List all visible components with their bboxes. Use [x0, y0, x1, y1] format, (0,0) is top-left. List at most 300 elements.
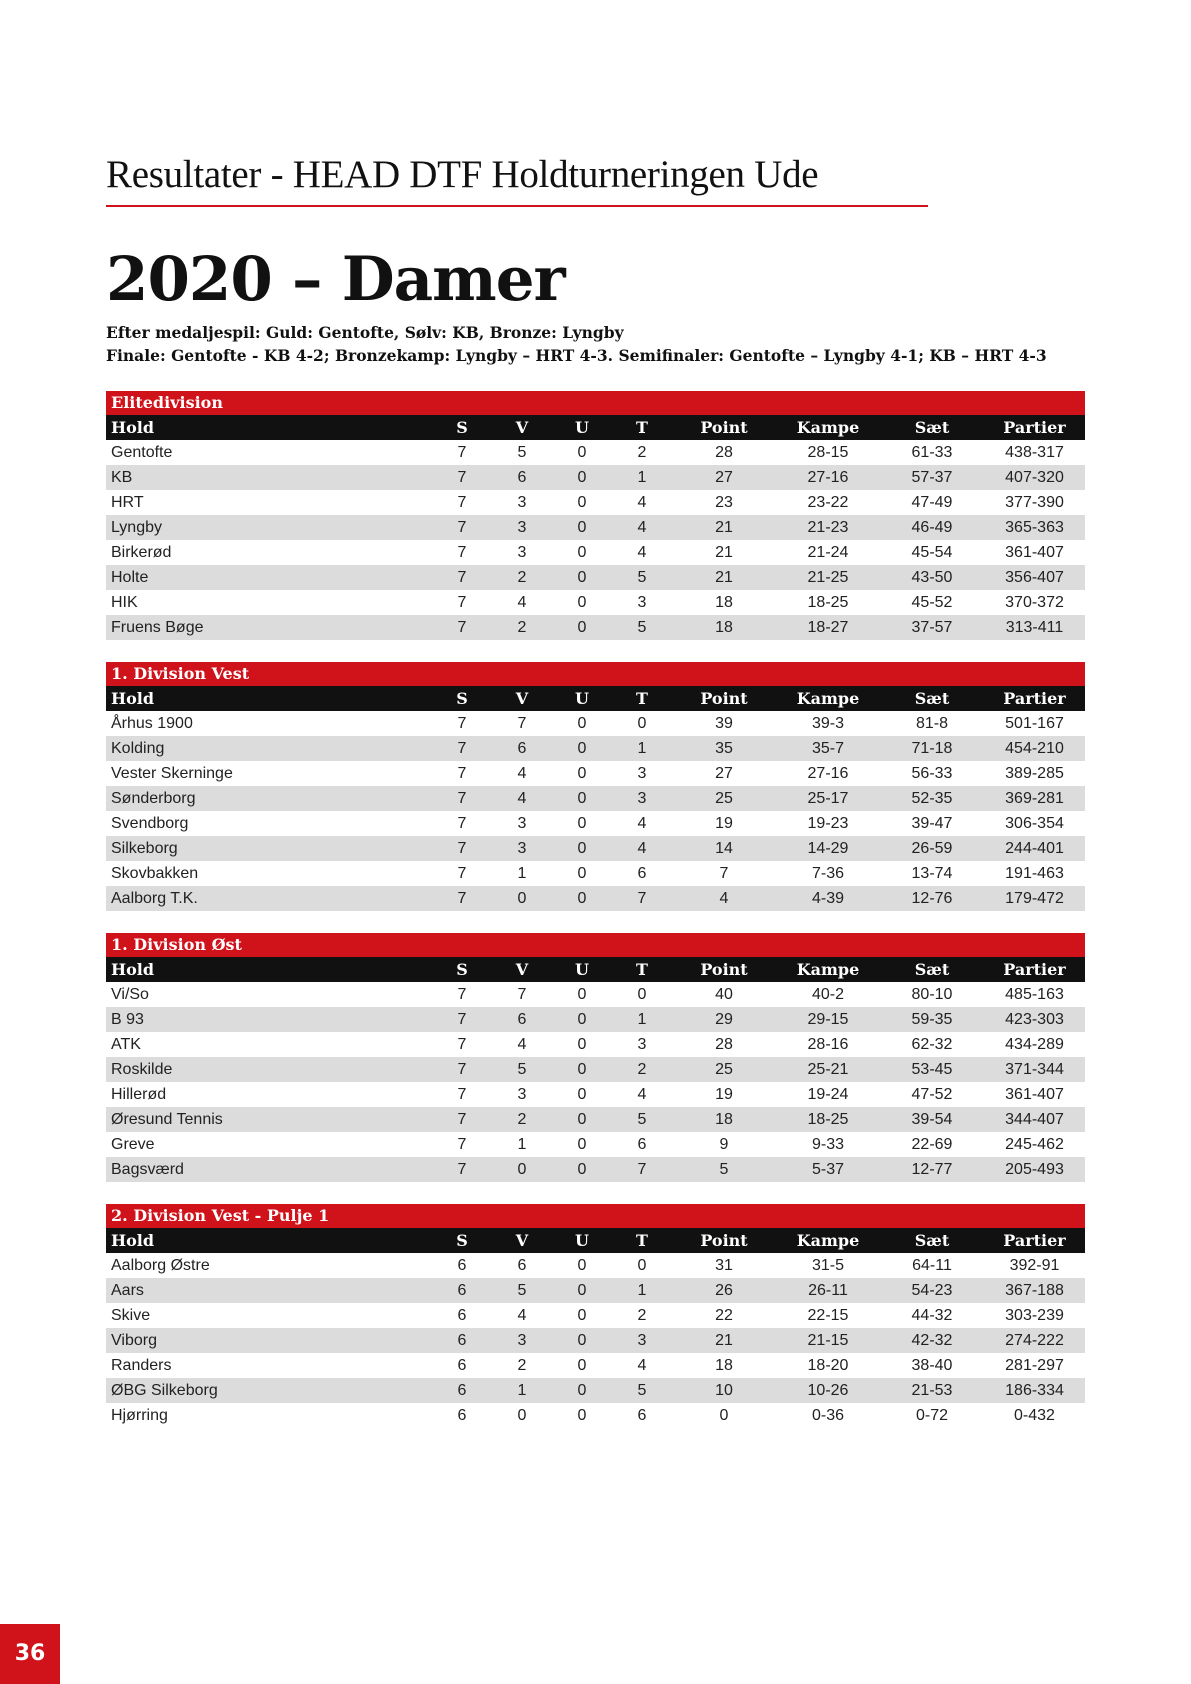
stat-cell: 6	[517, 468, 527, 486]
table-row	[106, 736, 1085, 761]
team-name-cell: B 93	[111, 1010, 144, 1028]
stat-cell: 42-32	[911, 1331, 953, 1349]
stat-cell: 0	[577, 1381, 587, 1399]
column-header: S	[456, 1231, 468, 1250]
stat-cell: 19	[715, 1085, 733, 1103]
stat-cell: 26-11	[808, 1281, 848, 1299]
stat-cell: 18-25	[807, 593, 849, 611]
team-name-cell: Gentofte	[111, 443, 173, 461]
table-row	[106, 761, 1085, 786]
table-row	[106, 786, 1085, 811]
column-header: T	[636, 418, 648, 437]
stat-cell: 22-69	[911, 1135, 953, 1153]
stat-cell: 0	[577, 1060, 587, 1078]
stat-cell: 1	[637, 1281, 647, 1299]
stat-cell: 19	[715, 814, 733, 832]
stat-cell: 2	[517, 618, 527, 636]
stat-cell: 0	[577, 1135, 587, 1153]
standings-table	[106, 686, 1085, 911]
team-name-cell: Lyngby	[111, 518, 162, 536]
header-divider	[106, 205, 928, 207]
stat-cell: 303-239	[1005, 1306, 1064, 1324]
column-header: Partier	[1003, 418, 1066, 437]
stat-cell: 356-407	[1005, 568, 1064, 586]
stat-cell: 6	[457, 1281, 467, 1299]
stat-cell: 6	[517, 739, 527, 757]
column-header: T	[636, 689, 648, 708]
table-header-row	[106, 1228, 1085, 1253]
stat-cell: 2	[517, 1110, 527, 1128]
team-name-cell: ØBG Silkeborg	[111, 1381, 218, 1399]
stat-cell: 361-407	[1005, 543, 1064, 561]
stat-cell: 21	[715, 518, 733, 536]
stat-cell: 371-344	[1005, 1060, 1064, 1078]
stat-cell: 0	[577, 789, 587, 807]
stat-cell: 27-16	[807, 468, 849, 486]
playoff-summary: Finale: Gentofte - KB 4-2; Bronzekamp: Lyngby – HRT 4-3. Semifinaler: Gentofte – Lyngby 4-1; KB – HRT 4-3	[106, 346, 1047, 365]
stat-cell: 0	[577, 1406, 587, 1424]
stat-cell: 52-35	[911, 789, 953, 807]
team-name-cell: Silkeborg	[111, 839, 178, 857]
stat-cell: 3	[517, 543, 527, 561]
column-header: S	[456, 960, 468, 979]
stat-cell: 369-281	[1005, 789, 1064, 807]
stat-cell: 7	[457, 593, 467, 611]
column-header: U	[575, 418, 589, 437]
stat-cell: 43-50	[911, 568, 953, 586]
stat-cell: 361-407	[1005, 1085, 1064, 1103]
page-title: 2020 – Damer	[106, 244, 565, 315]
stat-cell: 0	[637, 985, 647, 1003]
stat-cell: 0	[577, 1010, 587, 1028]
stat-cell: 0	[577, 568, 587, 586]
table-row	[106, 1082, 1085, 1107]
team-name-cell: Greve	[111, 1135, 155, 1153]
column-header: Hold	[111, 418, 155, 437]
stat-cell: 46-49	[911, 518, 953, 536]
team-name-cell: Skovbakken	[111, 864, 199, 882]
stat-cell: 21	[715, 543, 733, 561]
column-header: V	[515, 960, 529, 979]
stat-cell: 45-54	[911, 543, 953, 561]
stat-cell: 7	[457, 468, 467, 486]
stat-cell: 0	[577, 1256, 587, 1274]
stat-cell: 6	[457, 1381, 467, 1399]
stat-cell: 40	[715, 985, 733, 1003]
column-header: V	[515, 1231, 529, 1250]
stat-cell: 31	[715, 1256, 733, 1274]
standings-table	[106, 957, 1085, 1182]
column-header: Partier	[1003, 689, 1066, 708]
stat-cell: 27	[715, 468, 733, 486]
stat-cell: 7	[517, 714, 527, 732]
division-title: 2. Division Vest - Pulje 1	[106, 1204, 1085, 1228]
stat-cell: 7	[457, 1110, 467, 1128]
team-name-cell: Aalborg T.K.	[111, 889, 198, 907]
stat-cell: 7-36	[811, 864, 845, 882]
stat-cell: 37-57	[911, 618, 953, 636]
stat-cell: 7	[457, 739, 467, 757]
stat-cell: 4	[637, 814, 647, 832]
stat-cell: 14	[715, 839, 733, 857]
stat-cell: 0	[517, 1160, 527, 1178]
stat-cell: 12-77	[911, 1160, 953, 1178]
stat-cell: 5	[517, 1060, 527, 1078]
stat-cell: 27	[715, 764, 733, 782]
stat-cell: 39-54	[911, 1110, 953, 1128]
column-header: T	[636, 960, 648, 979]
team-name-cell: Øresund Tennis	[111, 1110, 223, 1128]
stat-cell: 18	[715, 1110, 733, 1128]
stat-cell: 6	[457, 1256, 467, 1274]
team-name-cell: KB	[111, 468, 133, 486]
stat-cell: 7	[719, 864, 729, 882]
stat-cell: 245-462	[1005, 1135, 1064, 1153]
stat-cell: 10-26	[807, 1381, 849, 1399]
stat-cell: 6	[637, 1135, 647, 1153]
stat-cell: 23-22	[807, 493, 849, 511]
stat-cell: 80-10	[911, 985, 953, 1003]
stat-cell: 244-401	[1005, 839, 1064, 857]
stat-cell: 28	[715, 443, 733, 461]
table-row	[106, 465, 1085, 490]
stat-cell: 19-24	[807, 1085, 849, 1103]
column-header: Kampe	[796, 1231, 860, 1250]
column-header: Sæt	[914, 1231, 950, 1250]
stat-cell: 7	[457, 443, 467, 461]
stat-cell: 0	[637, 1256, 647, 1274]
stat-cell: 0	[517, 889, 527, 907]
stat-cell: 29-15	[807, 1010, 849, 1028]
stat-cell: 27-16	[807, 764, 849, 782]
stat-cell: 81-8	[915, 714, 949, 732]
stat-cell: 5	[517, 443, 527, 461]
stat-cell: 0-72	[915, 1406, 949, 1424]
stat-cell: 407-320	[1005, 468, 1064, 486]
team-name-cell: Vi/So	[111, 985, 149, 1003]
stat-cell: 21-23	[807, 518, 849, 536]
stat-cell: 29	[715, 1010, 733, 1028]
stat-cell: 35-7	[811, 739, 845, 757]
stat-cell: 5	[637, 618, 647, 636]
stat-cell: 35	[715, 739, 733, 757]
stat-cell: 7	[637, 1160, 647, 1178]
stat-cell: 18-25	[807, 1110, 849, 1128]
stat-cell: 38-40	[911, 1356, 953, 1374]
stat-cell: 6	[637, 1406, 647, 1424]
division-section	[106, 662, 1085, 911]
stat-cell: 18	[715, 618, 733, 636]
stat-cell: 0	[517, 1406, 527, 1424]
stat-cell: 39-47	[911, 814, 953, 832]
stat-cell: 23	[715, 493, 733, 511]
stat-cell: 4	[517, 593, 527, 611]
stat-cell: 3	[517, 493, 527, 511]
column-header: Sæt	[914, 418, 950, 437]
team-name-cell: Skive	[111, 1306, 151, 1324]
stat-cell: 64-11	[912, 1256, 952, 1274]
division-section	[106, 933, 1085, 1182]
table-row	[106, 1278, 1085, 1303]
stat-cell: 18-27	[807, 618, 849, 636]
stat-cell: 57-37	[911, 468, 953, 486]
stat-cell: 1	[637, 1010, 647, 1028]
stat-cell: 7	[457, 985, 467, 1003]
stat-cell: 53-45	[911, 1060, 953, 1078]
stat-cell: 4	[637, 493, 647, 511]
stat-cell: 274-222	[1005, 1331, 1064, 1349]
team-name-cell: Hillerød	[111, 1085, 167, 1103]
table-row	[106, 1007, 1085, 1032]
stat-cell: 7	[457, 518, 467, 536]
stat-cell: 0	[577, 443, 587, 461]
stat-cell: 71-18	[911, 739, 953, 757]
team-name-cell: Aars	[111, 1281, 144, 1299]
stat-cell: 7	[457, 1060, 467, 1078]
stat-cell: 0	[577, 543, 587, 561]
stat-cell: 0	[577, 593, 587, 611]
stat-cell: 0	[577, 1085, 587, 1103]
stat-cell: 19-23	[807, 814, 849, 832]
stat-cell: 21-15	[807, 1331, 849, 1349]
column-header: S	[456, 418, 468, 437]
stat-cell: 6	[457, 1331, 467, 1349]
column-header: Point	[700, 689, 748, 708]
stat-cell: 0	[577, 1356, 587, 1374]
stat-cell: 26	[715, 1281, 733, 1299]
table-row	[106, 861, 1085, 886]
table-row	[106, 1403, 1085, 1428]
stat-cell: 3	[637, 789, 647, 807]
stat-cell: 39-3	[811, 714, 845, 732]
stat-cell: 4	[517, 764, 527, 782]
table-row	[106, 1353, 1085, 1378]
stat-cell: 4	[517, 1035, 527, 1053]
stat-cell: 2	[637, 443, 647, 461]
team-name-cell: Vester Skerninge	[111, 764, 233, 782]
stat-cell: 7	[457, 1160, 467, 1178]
stat-cell: 377-390	[1005, 493, 1064, 511]
stat-cell: 28-15	[807, 443, 849, 461]
stat-cell: 423-303	[1005, 1010, 1064, 1028]
stat-cell: 47-49	[911, 493, 953, 511]
stat-cell: 5	[637, 568, 647, 586]
column-header: Sæt	[914, 689, 950, 708]
stat-cell: 370-372	[1005, 593, 1064, 611]
standings-table	[106, 415, 1085, 640]
stat-cell: 1	[517, 864, 527, 882]
table-row	[106, 490, 1085, 515]
table-header-row	[106, 686, 1085, 711]
stat-cell: 7	[457, 764, 467, 782]
stat-cell: 40-2	[811, 985, 845, 1003]
table-row	[106, 440, 1085, 465]
stat-cell: 45-52	[911, 593, 953, 611]
stat-cell: 7	[517, 985, 527, 1003]
stat-cell: 7	[457, 889, 467, 907]
table-row	[106, 515, 1085, 540]
team-name-cell: HRT	[111, 493, 144, 511]
section-header-title: Resultater - HEAD DTF Holdturneringen Ude	[106, 153, 819, 196]
stat-cell: 21	[715, 1331, 733, 1349]
table-row	[106, 711, 1085, 736]
stat-cell: 21-53	[911, 1381, 953, 1399]
team-name-cell: Svendborg	[111, 814, 189, 832]
team-name-cell: Roskilde	[111, 1060, 173, 1078]
stat-cell: 0	[577, 493, 587, 511]
stat-cell: 0	[577, 739, 587, 757]
stat-cell: 18	[715, 593, 733, 611]
stat-cell: 7	[457, 618, 467, 636]
stat-cell: 22	[715, 1306, 733, 1324]
division-title: 1. Division Vest	[106, 662, 1085, 686]
stat-cell: 1	[517, 1135, 527, 1153]
stat-cell: 3	[517, 839, 527, 857]
stat-cell: 6	[457, 1356, 467, 1374]
team-name-cell: Viborg	[111, 1331, 157, 1349]
stat-cell: 4	[637, 1356, 647, 1374]
stat-cell: 3	[637, 1331, 647, 1349]
column-header: V	[515, 689, 529, 708]
column-header: Point	[700, 960, 748, 979]
stat-cell: 3	[517, 1085, 527, 1103]
table-header-row	[106, 957, 1085, 982]
column-header: T	[636, 1231, 648, 1250]
stat-cell: 4	[637, 518, 647, 536]
table-row	[106, 811, 1085, 836]
stat-cell: 59-35	[911, 1010, 953, 1028]
stat-cell: 28	[715, 1035, 733, 1053]
stat-cell: 2	[517, 568, 527, 586]
table-row	[106, 1057, 1085, 1082]
stat-cell: 6	[517, 1010, 527, 1028]
stat-cell: 454-210	[1005, 739, 1064, 757]
stat-cell: 3	[637, 593, 647, 611]
stat-cell: 62-32	[911, 1035, 953, 1053]
stat-cell: 179-472	[1005, 889, 1064, 907]
stat-cell: 18-20	[807, 1356, 849, 1374]
stat-cell: 0	[577, 985, 587, 1003]
stat-cell: 0	[577, 1281, 587, 1299]
stat-cell: 7	[457, 1010, 467, 1028]
stat-cell: 7	[457, 839, 467, 857]
stat-cell: 3	[637, 1035, 647, 1053]
stat-cell: 5-37	[811, 1160, 845, 1178]
table-row	[106, 1253, 1085, 1278]
table-row	[106, 982, 1085, 1007]
table-row	[106, 1032, 1085, 1057]
column-header: Point	[700, 1231, 748, 1250]
stat-cell: 5	[637, 1110, 647, 1128]
stat-cell: 2	[637, 1060, 647, 1078]
column-header: S	[456, 689, 468, 708]
stat-cell: 389-285	[1005, 764, 1064, 782]
stat-cell: 4	[637, 1085, 647, 1103]
stat-cell: 205-493	[1005, 1160, 1064, 1178]
stat-cell: 0	[719, 1406, 729, 1424]
column-header: Hold	[111, 1231, 155, 1250]
team-name-cell: HIK	[111, 593, 138, 611]
stat-cell: 9	[719, 1135, 729, 1153]
division-section	[106, 1204, 1085, 1428]
stat-cell: 9-33	[811, 1135, 845, 1153]
stat-cell: 0	[577, 518, 587, 536]
stat-cell: 0-432	[1014, 1406, 1055, 1424]
column-header: Kampe	[796, 689, 860, 708]
stat-cell: 26-59	[911, 839, 953, 857]
stat-cell: 31-5	[811, 1256, 845, 1274]
division-section	[106, 391, 1085, 640]
stat-cell: 0	[577, 714, 587, 732]
stat-cell: 7	[457, 1085, 467, 1103]
team-name-cell: Hjørring	[111, 1406, 168, 1424]
stat-cell: 21-24	[807, 543, 849, 561]
stat-cell: 56-33	[911, 764, 953, 782]
column-header: Hold	[111, 960, 155, 979]
table-row	[106, 1303, 1085, 1328]
stat-cell: 313-411	[1005, 618, 1064, 636]
stat-cell: 44-32	[911, 1306, 953, 1324]
stat-cell: 367-188	[1005, 1281, 1064, 1299]
stat-cell: 4	[517, 789, 527, 807]
stat-cell: 7	[457, 814, 467, 832]
stat-cell: 0	[577, 839, 587, 857]
stat-cell: 0	[577, 889, 587, 907]
column-header: U	[575, 1231, 589, 1250]
stat-cell: 18	[715, 1356, 733, 1374]
stat-cell: 7	[457, 1035, 467, 1053]
stat-cell: 281-297	[1005, 1356, 1064, 1374]
stat-cell: 7	[637, 889, 647, 907]
stat-cell: 28-16	[807, 1035, 849, 1053]
column-header: Partier	[1003, 1231, 1066, 1250]
stat-cell: 392-91	[1009, 1256, 1060, 1274]
standings-table	[106, 1228, 1085, 1428]
division-title: Elitedivision	[106, 391, 1085, 415]
stat-cell: 7	[457, 1135, 467, 1153]
stat-cell: 0	[577, 1160, 587, 1178]
table-header-row	[106, 415, 1085, 440]
stat-cell: 13-74	[911, 864, 953, 882]
column-header: Kampe	[796, 960, 860, 979]
column-header: Partier	[1003, 960, 1066, 979]
stat-cell: 3	[517, 814, 527, 832]
stat-cell: 0-36	[811, 1406, 845, 1424]
team-name-cell: Holte	[111, 568, 149, 586]
stat-cell: 12-76	[911, 889, 953, 907]
stat-cell: 4	[637, 543, 647, 561]
stat-cell: 54-23	[911, 1281, 953, 1299]
stat-cell: 0	[577, 1306, 587, 1324]
stat-cell: 4-39	[811, 889, 845, 907]
stat-cell: 22-15	[807, 1306, 849, 1324]
stat-cell: 0	[577, 468, 587, 486]
division-title: 1. Division Øst	[106, 933, 1085, 957]
stat-cell: 6	[517, 1256, 527, 1274]
medal-summary: Efter medaljespil: Guld: Gentofte, Sølv: KB, Bronze: Lyngby	[106, 323, 624, 342]
column-header: Kampe	[796, 418, 860, 437]
stat-cell: 485-163	[1005, 985, 1064, 1003]
stat-cell: 1	[637, 468, 647, 486]
team-name-cell: Aalborg Østre	[111, 1256, 210, 1274]
table-row	[106, 1157, 1085, 1182]
stat-cell: 434-289	[1005, 1035, 1064, 1053]
stat-cell: 1	[517, 1381, 527, 1399]
stat-cell: 0	[577, 764, 587, 782]
table-row	[106, 565, 1085, 590]
stat-cell: 25-17	[807, 789, 849, 807]
stat-cell: 21	[715, 568, 733, 586]
